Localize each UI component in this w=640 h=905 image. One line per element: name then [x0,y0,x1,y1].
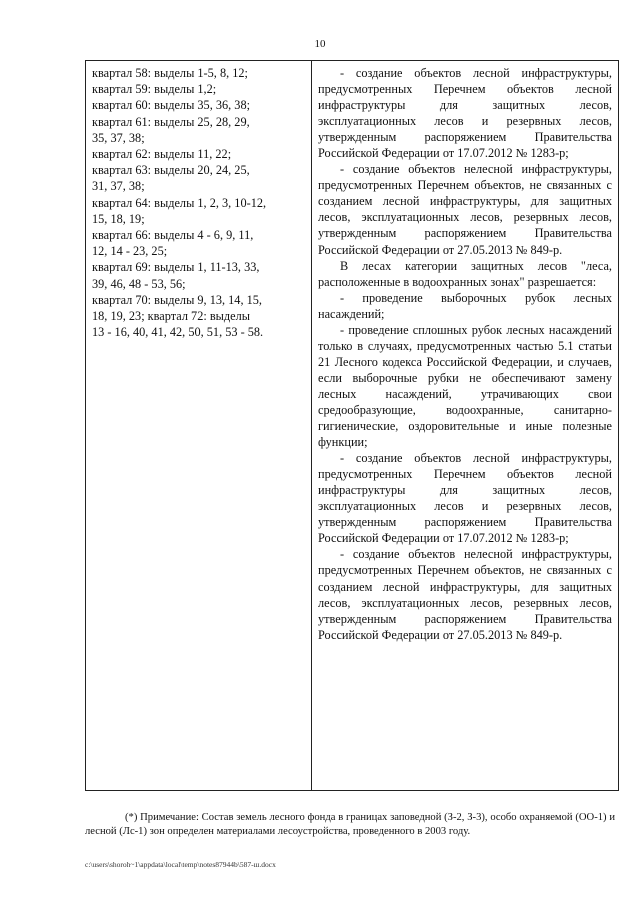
block-line: квартал 64: выделы 1, 2, 3, 10-12, [92,195,267,210]
paragraph: В лесах категории защитных лесов "леса, расположенные в водоохранных зонах" разрешается: [318,258,612,289]
block-line: 31, 37, 38; [92,179,145,194]
forest-blocks-column [86,61,312,790]
block-line: 18, 19, 23; квартал 72: выделы [92,309,251,324]
paragraph: - создание объектов нелесной инфраструктуры, предусмотренных Перечнем объектов, не связанных с созданием лесной инфраструктуры, для защитных лесов, эксплуатационных лесов, резервных лесов, утвержденным распоряжением Правительства Российской Федерации от 27.05.2013 № 849-р. [318,547,612,642]
block-line: квартал 61: выделы 25, 28, 29, [92,114,250,129]
paragraph: - создание объектов лесной инфраструктуры, предусмотренных Перечнем объектов лесной инфраструктуры для защитных лесов, эксплуатационных лесов и резервных лесов, утвержденным распоряжением Правительства Российской Федерации от 17.07.2012 № 1283-р; [318,66,612,161]
block-line: 35, 37, 38; [92,130,145,145]
block-line: квартал 59: выделы 1,2; [92,82,217,97]
block-line: 39, 46, 48 - 53, 56; [92,276,186,291]
block-line: квартал 58: выделы 1-5, 8, 12; [92,66,248,80]
file-path: c:\users\shoroh~1\appdata\local\temp\notes87944b\587-ш.docx [85,860,276,869]
block-line: 15, 18, 19; [92,211,145,226]
block-line: квартал 60: выделы 35, 36, 38; [92,98,251,113]
paragraph: - проведение сплошных рубок лесных насаждений только в случаях, предусмотренных частью 5.1 статьи 21 Лесного кодекса Российской Федерации, и случаев, если выборочные рубки не обеспечивают замену лесных насаждений, утрачивающих свои средообразующие, водоохранные, санитарно-гигиенические, оздоровительные и иные полезные функции; [318,322,612,450]
block-line: 12, 14 - 23, 25; [92,244,168,259]
paragraph: - создание объектов нелесной инфраструктуры, предусмотренных Перечнем объектов, не связанных с созданием лесной инфраструктуры, для защитных лесов, эксплуатационных лесов, резервных лесов, утвержденным распоряжением Правительства Российской Федерации от 27.05.2013 № 849-р. [318,162,612,257]
paragraph: - проведение выборочных рубок лесных насаждений; [318,290,612,321]
paragraph: - создание объектов лесной инфраструктуры, предусмотренных Перечнем объектов лесной инфраструктуры для защитных лесов, эксплуатационных лесов и резервных лесов, утвержденным распоряжением Правительства Российской Федерации от 17.07.2012 № 1283-р; [318,451,612,546]
content-table [85,60,619,791]
block-line: квартал 63: выделы 20, 24, 25, [92,163,250,178]
permitted-activities-column [312,61,618,790]
block-line: квартал 70: выделы 9, 13, 14, 15, [92,292,262,307]
block-line: 13 - 16, 40, 41, 42, 50, 51, 53 - 58. [92,325,264,340]
block-line: квартал 62: выделы 11, 22; [92,147,232,162]
block-line: квартал 69: выделы 1, 11-13, 33, [92,260,260,275]
block-line: квартал 66: выделы 4 - 6, 9, 11, [92,228,254,243]
footnote: (*) Примечание: Состав земель лесного фонда в границах заповедной (З-2, З-3), особо охраняемой (ОО-1) и лесной (Лс-1) зон определен материалами лесоустройства, проведенного в 2003 году. [85,811,615,837]
page-number: 10 [314,38,326,50]
